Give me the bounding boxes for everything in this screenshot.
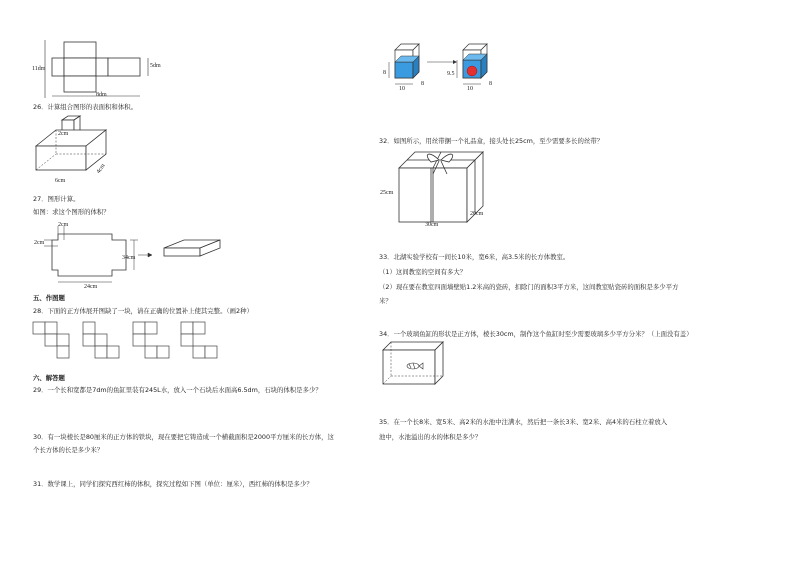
dim-label: 4cm [95,163,107,175]
question-28: 28．下面的正方体展开图缺了一块，请在正确的位置补上使其完整。（画2种） [33,307,253,315]
dim-label: 8 [421,81,424,87]
gift-box-figure [395,150,505,230]
question-26: 26．计算组合图形的表面积和体积。 [33,103,137,111]
dim-label: 30cm [425,222,439,228]
question-33: 33．北湖实验学校有一间长10米，宽6米，高3.5米的长方体教室。 [379,253,570,261]
dim-label: 2cm [58,222,69,228]
dim-label: 6cm [55,178,66,184]
question-30: 30．有一块棱长是80厘米的正方体的铁块，现在要把它铸造成一个横截面积是2000平方厘米的长方体，这 [33,433,334,441]
dim-label: 8 [383,70,386,76]
question-27-sub: 如图：求这个图形的体积？ [33,208,110,216]
combined-solid-figure [34,116,124,178]
dim-label: 8dm [96,92,107,98]
cube-nets-figure [33,322,273,372]
dim-label: 34cm [122,255,136,261]
question-35-cont: 池中，水池溢出的水的体积是多少？ [379,433,482,441]
question-29: 29．一个长和宽都是7dm的鱼缸里装有245L水，放入一个石块后水面高6.5dm，石块的体积是多少？ [33,386,322,394]
question-34: 34．一个玻璃鱼缸的形状是正方体，棱长30cm，制作这个鱼缸时至少需要玻璃多少平方分米？（上面没有盖） [379,330,693,338]
dim-label: 25cm [380,190,394,196]
plate-figure [44,226,234,288]
question-31: 31．数学课上，同学们探究西红柿的体积，探究过程如下图（单位：厘米），西红柿的体积是多少？ [33,480,313,488]
dim-label: 10 [467,86,473,92]
dim-label: 11dm [32,66,46,72]
dim-label: 2cm [34,240,45,246]
dim-label: 5dm [150,63,161,69]
dim-label: 9.5 [447,71,455,77]
dim-label: 2cm [58,131,69,137]
fish-tank-figure [381,340,451,388]
question-30-cont: 个长方体的长是多少米？ [33,446,104,454]
question-33-part1: （1）这间教室的空间有多大？ [379,268,467,276]
net-figure [36,40,186,100]
question-27: 27．图形计算。 [33,195,80,203]
question-33-part2: （2）现在要在教室四面墙壁贴1.2米高的瓷砖，扣除门的面积3平方米，这间教室贴瓷砖的面积是多少平方 [379,283,679,291]
dim-label: 10 [399,86,405,92]
section-5-heading: 五、作图题 [33,294,65,302]
dim-label: 24cm [84,284,98,290]
question-32: 32．如图所示，用丝带捆一个礼品盒，接头处长25cm，至少需要多长的丝带？ [379,137,604,145]
dim-label: 8 [489,81,492,87]
question-35: 35．在一个长8米、宽5米、高2米的水池中注满水，然后把一条长3米、宽2米、高4米的石柱立着放入 [379,418,668,426]
question-33-part2-cont: 米？ [379,297,392,305]
dim-label: 20cm [470,211,484,217]
section-6-heading: 六、解答题 [33,374,65,382]
